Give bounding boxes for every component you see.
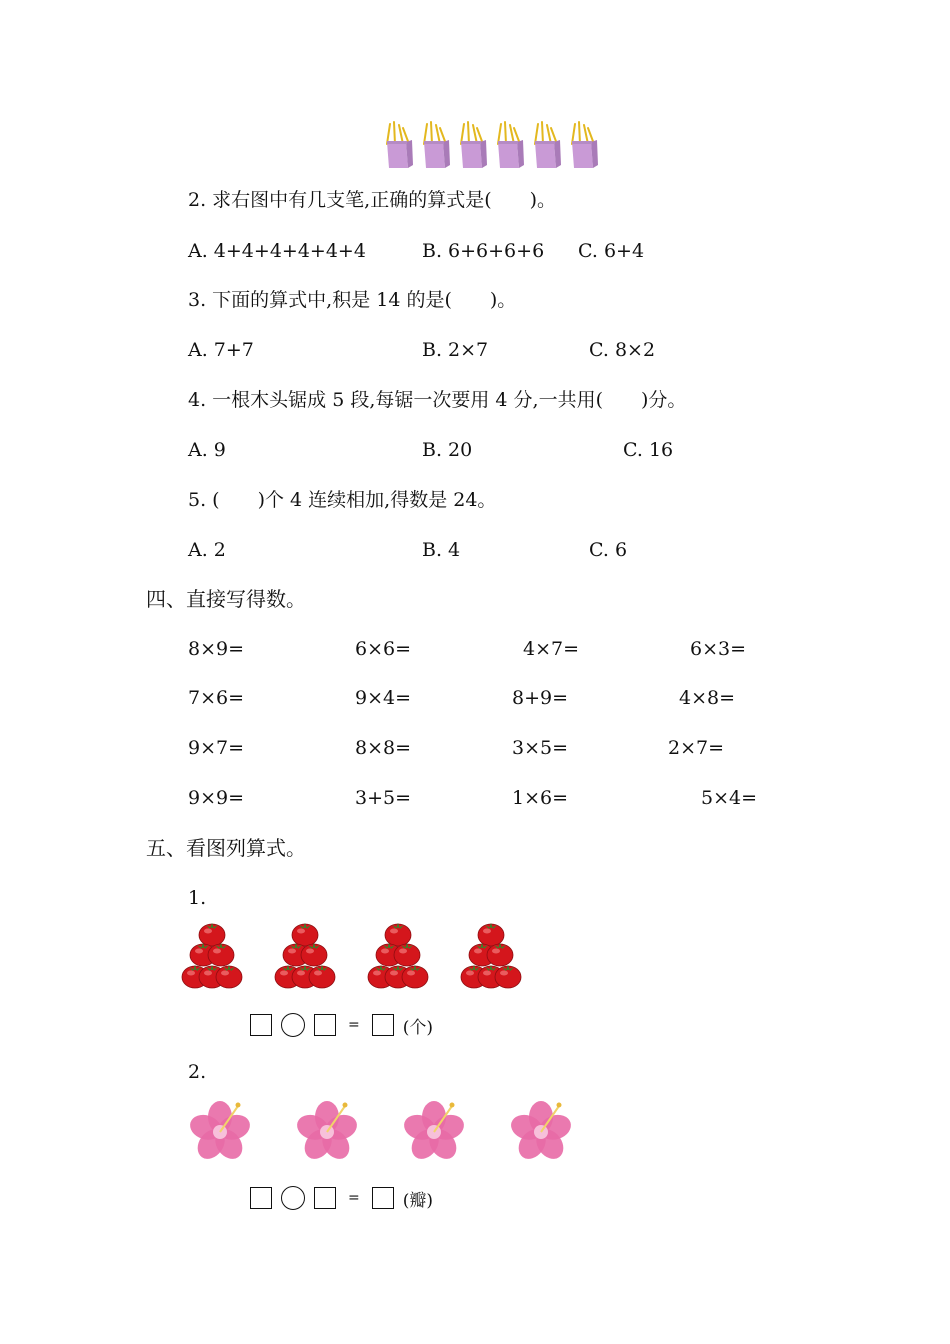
q5-stem: 5. ( )个 4 连续相加,得数是 24。 (188, 489, 497, 511)
calc-item: 3×5= (512, 737, 569, 759)
operator-circle[interactable] (281, 1013, 305, 1037)
tomato-icon (301, 943, 327, 966)
q2-option-b: B. 6+6+6+6 (422, 240, 545, 262)
q4-stem: 4. 一根木头锯成 5 段,每锯一次要用 4 分,一共用( )分。 (188, 389, 687, 411)
section4-title: 四、直接写得数。 (146, 587, 306, 611)
calc-item: 8×8= (355, 737, 412, 759)
answer-row-2 (250, 1184, 433, 1212)
answer-box[interactable] (314, 1187, 336, 1209)
calc-item: 1×6= (512, 787, 569, 809)
tomato-groups-illustration (186, 918, 550, 998)
q5-option-c: C. 6 (589, 539, 628, 561)
pencil-cup-icon (572, 122, 598, 168)
q5-option-a: A. 2 (188, 539, 226, 561)
equals-sign: = (348, 1017, 360, 1033)
q2-option-a: A. 4+4+4+4+4+4 (188, 240, 366, 262)
answer-row-1 (250, 1011, 433, 1039)
calc-item: 5×4= (701, 787, 758, 809)
flowers-illustration (186, 1094, 578, 1166)
calc-item: 6×3= (690, 638, 747, 660)
pencil-cup-icon (461, 122, 487, 168)
flower-icon (401, 1101, 467, 1164)
answer-box[interactable] (372, 1187, 394, 1209)
calc-item: 6×6= (355, 638, 412, 660)
calc-item: 8+9= (512, 687, 569, 709)
q4-option-c: C. 16 (623, 439, 674, 461)
tomato-icon (208, 943, 234, 966)
calc-item: 2×7= (668, 737, 725, 759)
q4-option-a: A. 9 (188, 439, 226, 461)
calc-item: 9×7= (188, 737, 245, 759)
tomato-icon (199, 923, 225, 946)
answer-box[interactable] (250, 1014, 272, 1036)
q3-option-b: B. 2×7 (422, 339, 489, 361)
flower-icon (187, 1101, 253, 1164)
tomato-icon (478, 923, 504, 946)
pencil-cup-icon (387, 122, 413, 168)
pencil-cup-icon (535, 122, 561, 168)
pencil-cup-icon (498, 122, 524, 168)
calc-item: 9×4= (355, 687, 412, 709)
answer-box[interactable] (372, 1014, 394, 1036)
q5-option-b: B. 4 (422, 539, 461, 561)
answer-box[interactable] (250, 1187, 272, 1209)
pencil-cups-illustration (384, 122, 614, 174)
answer-box[interactable] (314, 1014, 336, 1036)
section5-title: 五、看图列算式。 (146, 836, 306, 860)
flower-icon (508, 1101, 574, 1164)
q4-option-b: B. 20 (422, 439, 473, 461)
tomato-icon (385, 923, 411, 946)
calc-item: 8×9= (188, 638, 245, 660)
q3-option-a: A. 7+7 (188, 339, 254, 361)
equals-sign: = (348, 1190, 360, 1206)
calc-item: 7×6= (188, 687, 245, 709)
calc-item: 4×7= (523, 638, 580, 660)
calc-item: 4×8= (679, 687, 736, 709)
q3-option-c: C. 8×2 (589, 339, 656, 361)
q2-stem: 2. 求右图中有几支笔,正确的算式是( )。 (188, 189, 557, 211)
q3-stem: 3. 下面的算式中,积是 14 的是( )。 (188, 289, 517, 311)
q2-option-c: C. 6+4 (578, 240, 645, 262)
tomato-icon (394, 943, 420, 966)
problem1-label: 1. (188, 887, 207, 909)
tomato-icon (487, 943, 513, 966)
unit-label: (瓣) (402, 1190, 433, 1211)
operator-circle[interactable] (281, 1186, 305, 1210)
tomato-icon (292, 923, 318, 946)
calc-item: 9×9= (188, 787, 245, 809)
calc-item: 3+5= (355, 787, 412, 809)
problem2-label: 2. (188, 1061, 207, 1083)
flower-icon (294, 1101, 360, 1164)
pencil-cup-icon (424, 122, 450, 168)
unit-label: (个) (402, 1017, 433, 1038)
